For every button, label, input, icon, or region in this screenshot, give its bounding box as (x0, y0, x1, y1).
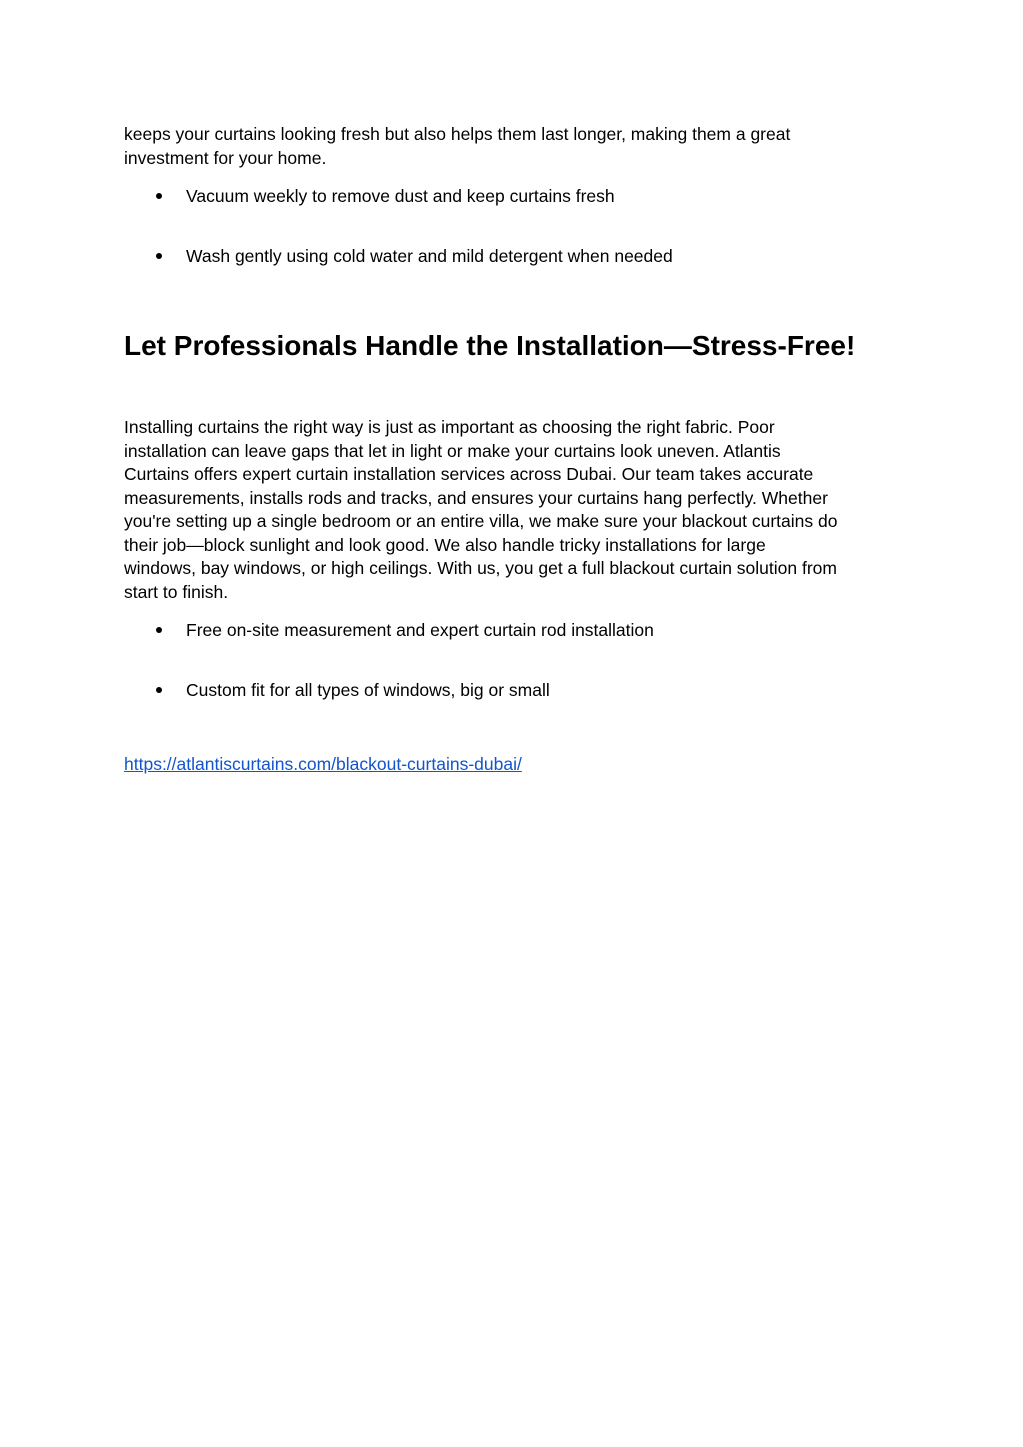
list-item (124, 678, 904, 702)
body-paragraph (124, 416, 904, 604)
bullet-icon (156, 253, 162, 259)
list-item (124, 618, 904, 642)
body-line: installation can leave gaps that let in light or make your curtains look uneven. Atlantis (124, 440, 781, 461)
list-item-text: Free on-site measurement and expert curtain rod installation (186, 620, 654, 640)
list-item-text: Wash gently using cold water and mild detergent when needed (186, 246, 673, 266)
list-item (124, 244, 904, 268)
bullet-icon (156, 627, 162, 633)
intro-line: keeps your curtains looking fresh but also helps them last longer, making them a great (124, 124, 791, 144)
body-line: their job—block sunlight and look good. We also handle tricky installations for large (124, 534, 766, 555)
body-line: measurements, installs rods and tracks, and ensures your curtains hang perfectly. Whether (124, 487, 828, 508)
website-link[interactable]: https://atlantiscurtains.com/blackout-curtains-dubai/ (124, 754, 522, 774)
intro-line: investment for your home. (124, 147, 327, 168)
body-line: Curtains offers expert curtain installation services across Dubai. Our team takes accurate (124, 464, 814, 484)
body-line: Installing curtains the right way is just as important as choosing the right fabric. Poor (124, 417, 775, 437)
list-item-text: Custom fit for all types of windows, big or small (186, 680, 550, 700)
section-heading: Let Professionals Handle the Installation—Stress-Free! (124, 330, 856, 361)
list-item-text: Vacuum weekly to remove dust and keep curtains fresh (186, 186, 615, 206)
intro-paragraph (124, 123, 904, 170)
body-line: you're setting up a single bedroom or an entire villa, we make sure your blackout curtains do (124, 511, 838, 531)
list-item (124, 184, 904, 208)
bullet-icon (156, 687, 162, 693)
body-line: windows, bay windows, or high ceilings. With us, you get a full blackout curtain solution from (124, 558, 837, 578)
bullet-icon (156, 193, 162, 199)
body-line: start to finish. (124, 581, 229, 602)
